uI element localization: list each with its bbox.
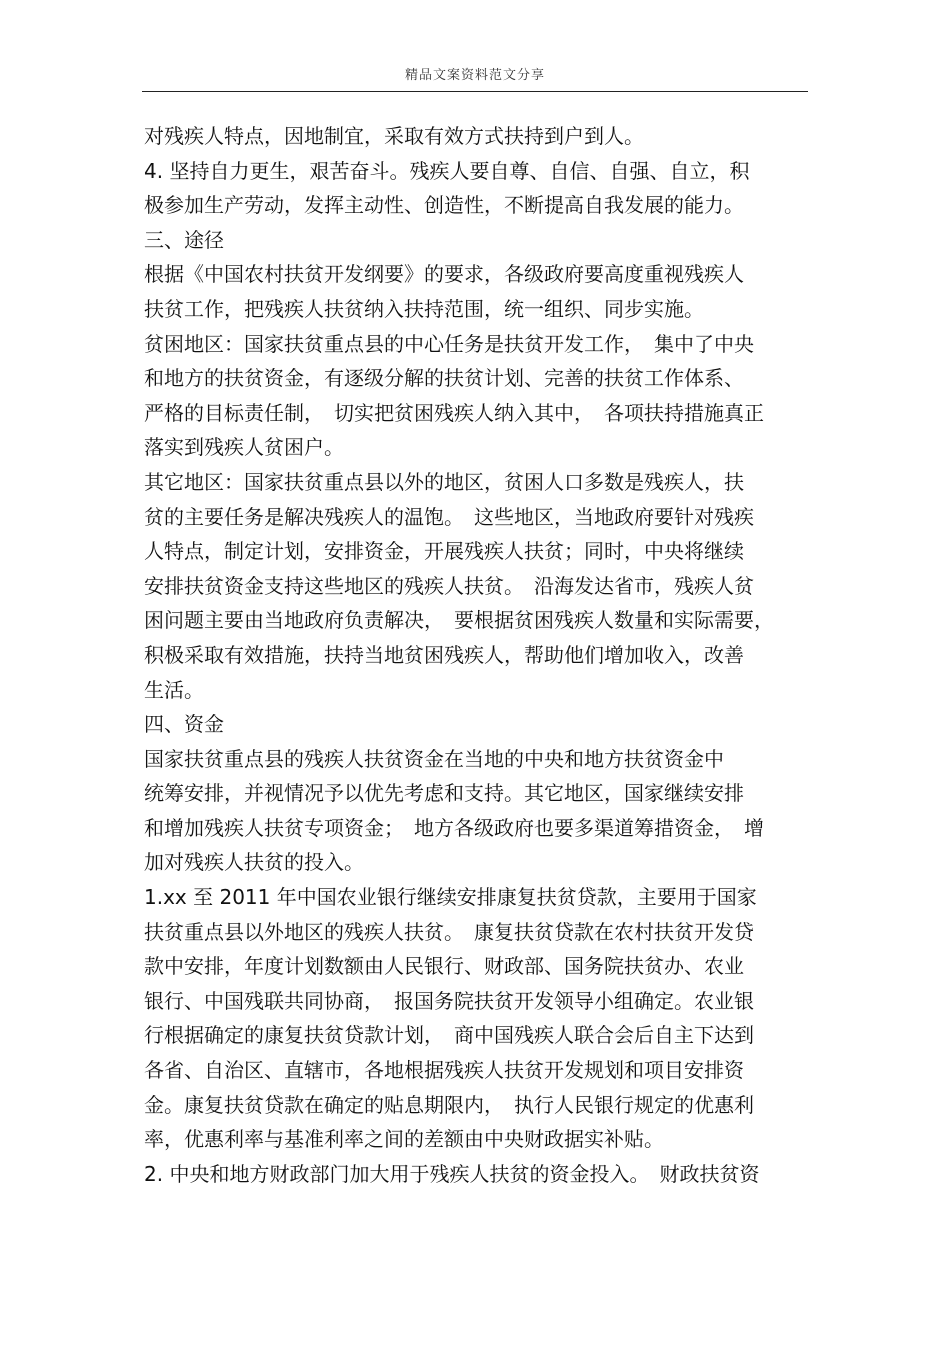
text-line: 对残疾人特点，因地制宜，采取有效方式扶持到户到人。 bbox=[144, 124, 644, 148]
section-heading: 四、资金 bbox=[144, 712, 224, 737]
text-line: 金。康复扶贫贷款在确定的贴息期限内， 执行人民银行规定的优惠利 bbox=[144, 1092, 754, 1117]
header-divider bbox=[142, 91, 808, 92]
section-heading: 三、途径 bbox=[144, 227, 224, 252]
text-line: 和增加残疾人扶贫专项资金； 地方各级政府也要多渠道筹措资金， 增 bbox=[144, 815, 764, 840]
document-body bbox=[144, 119, 808, 1191]
text-line: 严格的目标责任制， 切实把贫困残疾人纳入其中， 各项扶持措施真正 bbox=[144, 400, 764, 425]
text-line: 银行、中国残联共同协商， 报国务院扶贫开发领导小组确定。农业银 bbox=[144, 988, 754, 1013]
text-line: 4. 坚持自力更生，艰苦奋斗。残疾人要自尊、自信、自强、自立，积 bbox=[144, 158, 750, 183]
text-line: 2. 中央和地方财政部门加大用于残疾人扶贫的资金投入。 财政扶贫资 bbox=[144, 1161, 760, 1186]
text-line: 极参加生产劳动，发挥主动性、创造性，不断提高自我发展的能力。 bbox=[144, 193, 744, 218]
text-line: 款中安排，年度计划数额由人民银行、财政部、国务院扶贫办、农业 bbox=[144, 954, 744, 979]
page-header: 精品文案资料范文分享 bbox=[404, 68, 545, 83]
text-line: 行根据确定的康复扶贫贷款计划， 商中国残疾人联合会后自主下达到 bbox=[144, 1023, 754, 1048]
text-line: 和地方的扶贫资金，有逐级分解的扶贫计划、完善的扶贫工作体系、 bbox=[144, 366, 744, 391]
text-line: 困问题主要由当地政府负责解决， 要根据贫困残疾人数量和实际需要， bbox=[144, 608, 774, 633]
text-line: 加对残疾人扶贫的投入。 bbox=[144, 850, 364, 875]
text-line: 扶贫重点县以外地区的残疾人扶贫。 康复扶贫贷款在农村扶贫开发贷 bbox=[144, 919, 754, 944]
text-line: 率，优惠利率与基准利率之间的差额由中央财政据实补贴。 bbox=[144, 1127, 664, 1152]
text-line: 根据《中国农村扶贫开发纲要》的要求，各级政府要高度重视残疾人 bbox=[144, 262, 744, 287]
text-line: 各省、自治区、直辖市，各地根据残疾人扶贫开发规划和项目安排资 bbox=[144, 1058, 744, 1083]
text-line: 贫的主要任务是解决残疾人的温饱。 这些地区，当地政府要针对残疾 bbox=[144, 504, 754, 529]
text-line: 人特点，制定计划，安排资金，开展残疾人扶贫；同时，中央将继续 bbox=[144, 539, 744, 564]
text-line: 扶贫工作，把残疾人扶贫纳入扶持范围，统一组织、同步实施。 bbox=[144, 296, 704, 321]
text-line: 贫困地区：国家扶贫重点县的中心任务是扶贫开发工作， 集中了中央 bbox=[144, 331, 754, 356]
text-line: 积极采取有效措施，扶持当地贫困残疾人，帮助他们增加收入，改善 bbox=[144, 642, 744, 667]
text-line: 生活。 bbox=[144, 677, 204, 702]
text-line: 统筹安排，并视情况予以优先考虑和支持。其它地区，国家继续安排 bbox=[144, 781, 744, 806]
text-line: 安排扶贫资金支持这些地区的残疾人扶贫。 沿海发达省市，残疾人贫 bbox=[144, 573, 754, 598]
text-line: 其它地区：国家扶贫重点县以外的地区，贫困人口多数是残疾人，扶 bbox=[144, 469, 744, 494]
text-line: 落实到残疾人贫困户。 bbox=[144, 435, 344, 460]
text-line: 1.xx 至 2011 年中国农业银行继续安排康复扶贫贷款，主要用于国家 bbox=[144, 885, 757, 910]
text-line: 国家扶贫重点县的残疾人扶贫资金在当地的中央和地方扶贫资金中 bbox=[144, 746, 724, 771]
